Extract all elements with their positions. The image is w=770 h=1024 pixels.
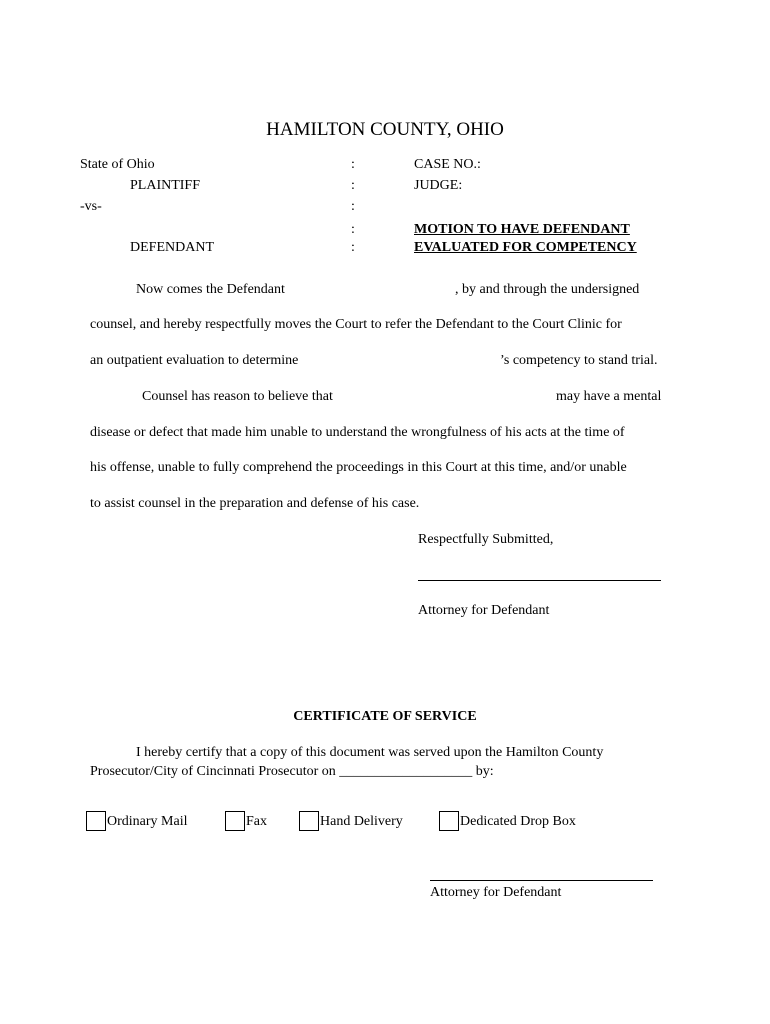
fax-checkbox[interactable] [225, 811, 245, 831]
p1-line3-end: ’s competency to stand trial. [500, 353, 658, 368]
caption-colon: : [351, 178, 355, 193]
motion-title-line2: EVALUATED FOR COMPETENCY [414, 240, 637, 255]
state-of-ohio: State of Ohio [80, 157, 155, 172]
document-title: HAMILTON COUNTY, OHIO [266, 119, 504, 140]
p2-line1-end: may have a mental [556, 389, 662, 404]
hand-delivery-label: Hand Delivery [320, 814, 403, 829]
certificate-signature-line [430, 880, 653, 881]
dedicated-drop-box-label: Dedicated Drop Box [460, 814, 576, 829]
p2-line1-start: Counsel has reason to believe that [142, 389, 333, 404]
defendant-label: DEFENDANT [130, 240, 214, 255]
p1-line1-end: , by and through the undersigned [455, 282, 640, 297]
plaintiff-label: PLAINTIFF [130, 178, 201, 193]
case-no-label: CASE NO.: [414, 157, 481, 172]
motion-title-line1: MOTION TO HAVE DEFENDANT [414, 222, 630, 237]
respectfully-submitted: Respectfully Submitted, [418, 532, 554, 547]
hand-delivery-checkbox[interactable] [299, 811, 319, 831]
certificate-line1: I hereby certify that a copy of this document was served upon the Hamilton County [136, 745, 604, 760]
p1-line3-start: an outpatient evaluation to determine [90, 353, 299, 368]
certificate-heading: CERTIFICATE OF SERVICE [293, 709, 477, 724]
dedicated-drop-box-checkbox[interactable] [439, 811, 459, 831]
p2-line3: his offense, unable to fully comprehend the proceedings in this Court at this time, and/or unable [90, 460, 627, 475]
p2-line4: to assist counsel in the preparation and defense of his case. [90, 496, 420, 511]
caption-colon: : [351, 240, 355, 255]
caption-colon: : [351, 199, 355, 214]
judge-label: JUDGE: [414, 178, 463, 193]
vs-label: -vs- [80, 199, 102, 214]
caption-colon: : [351, 157, 355, 172]
certificate-attorney-label: Attorney for Defendant [430, 885, 562, 900]
p1-line2: counsel, and hereby respectfully moves the Court to refer the Defendant to the Court Clinic for [90, 317, 622, 332]
signature-line [418, 580, 661, 581]
caption-colon: : [351, 222, 355, 237]
ordinary-mail-checkbox[interactable] [86, 811, 106, 831]
p2-line2: disease or defect that made him unable to understand the wrongfulness of his acts at the time of [90, 425, 625, 440]
ordinary-mail-label: Ordinary Mail [107, 814, 188, 829]
attorney-for-defendant: Attorney for Defendant [418, 603, 550, 618]
fax-label: Fax [246, 814, 267, 829]
certificate-line2: Prosecutor/City of Cincinnati Prosecutor on ___________________ by: [90, 764, 494, 779]
p1-line1-start: Now comes the Defendant [136, 282, 285, 297]
